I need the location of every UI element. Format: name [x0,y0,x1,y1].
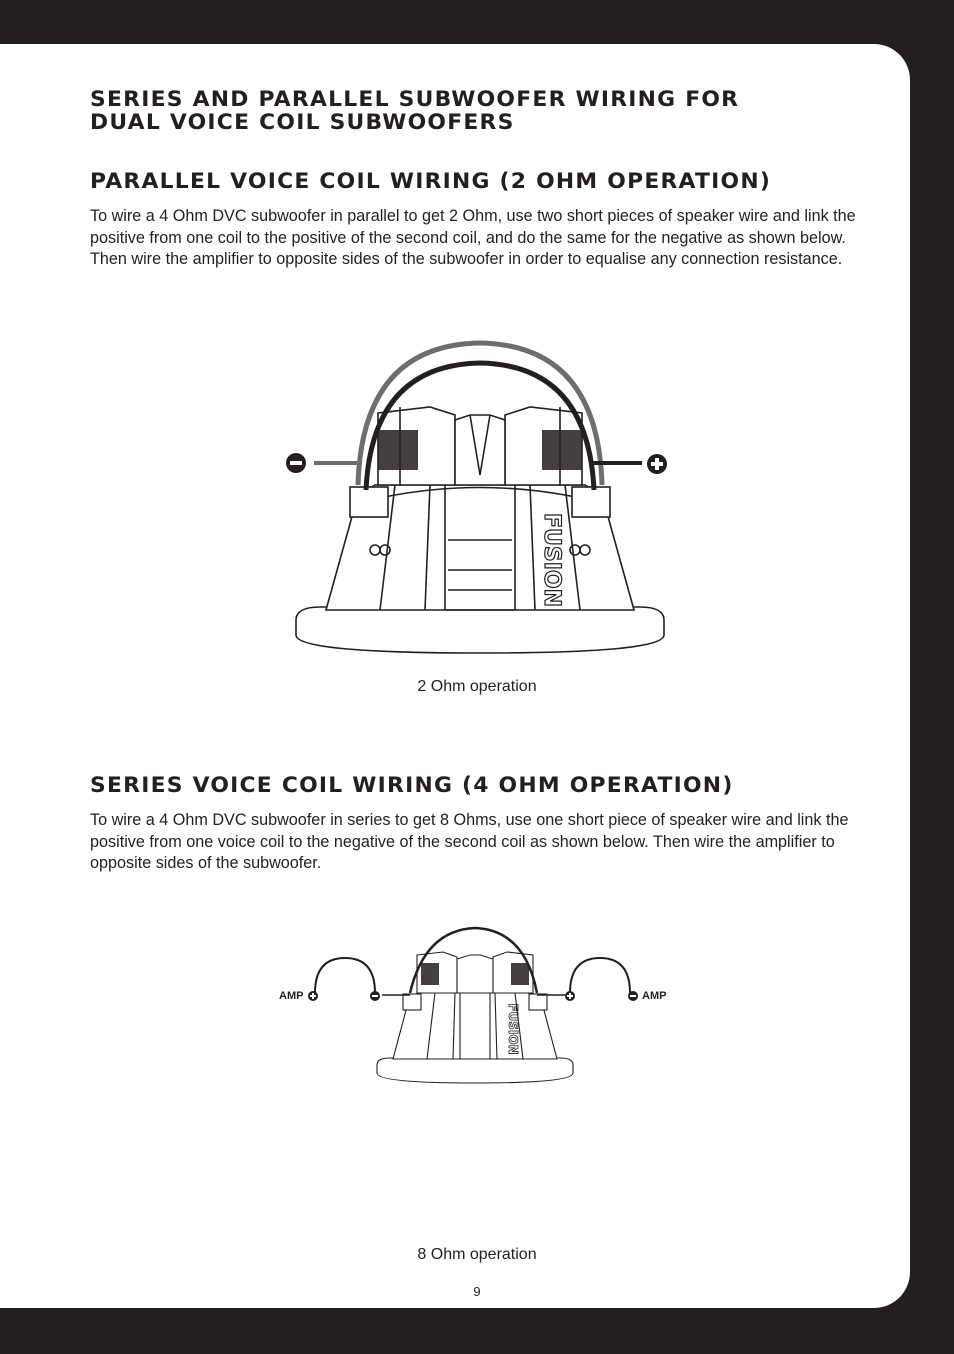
fusion-logo: FUSION [539,512,564,608]
parallel-wiring-diagram [280,335,680,665]
grille-right [542,430,582,470]
fusion-logo: FUSION [506,1003,520,1055]
plus-icon [647,454,667,474]
amp-label-left: AMP [279,990,304,1002]
series-caption: 8 Ohm operation [417,1246,537,1263]
series-wiring-diagram [275,925,675,1090]
parallel-body: To wire a 4 Ohm DVC subwoofer in parallel to get 2 Ohm, use two short pieces of speaker wire and link the positive from one coil to the positive of the second coil, and do the same for the negative as shown below. Then wire the amplifier to opposite sides of the subwoofer in order to equalise any connection resistance. [90,207,856,269]
section-title-line2: DUAL VOICE COIL SUBWOOFERS [90,110,515,134]
amp-label-right: AMP [642,990,667,1002]
grille-left [378,430,418,470]
plus-icon [565,991,575,1001]
minus-icon [286,453,306,473]
parallel-caption: 2 Ohm operation [417,678,537,695]
series-body: To wire a 4 Ohm DVC subwoofer in series to get 8 Ohms, use one short piece of speaker wire and link the positive from one voice coil to the negative of the second coil as shown below. Then wire the amplifier to opposite sides of the subwoofer. [90,811,849,873]
subwoofer-illustration [377,952,573,1083]
grille-left [421,963,439,985]
page-number: 9 [473,1284,481,1299]
amp-lead-right [570,958,630,993]
minus-icon [370,991,380,1001]
section-title [90,88,739,134]
amp-lead-left [315,958,375,993]
grille-right [511,963,529,985]
parallel-heading: PARALLEL VOICE COIL WIRING (2 OHM OPERATION) [90,169,772,193]
subwoofer-illustration [296,407,664,653]
minus-icon [628,991,638,1001]
series-heading: SERIES VOICE COIL WIRING (4 OHM OPERATION) [90,773,734,797]
plus-icon [308,991,318,1001]
section-title-line1: SERIES AND PARALLEL SUBWOOFER WIRING FOR [90,87,740,111]
